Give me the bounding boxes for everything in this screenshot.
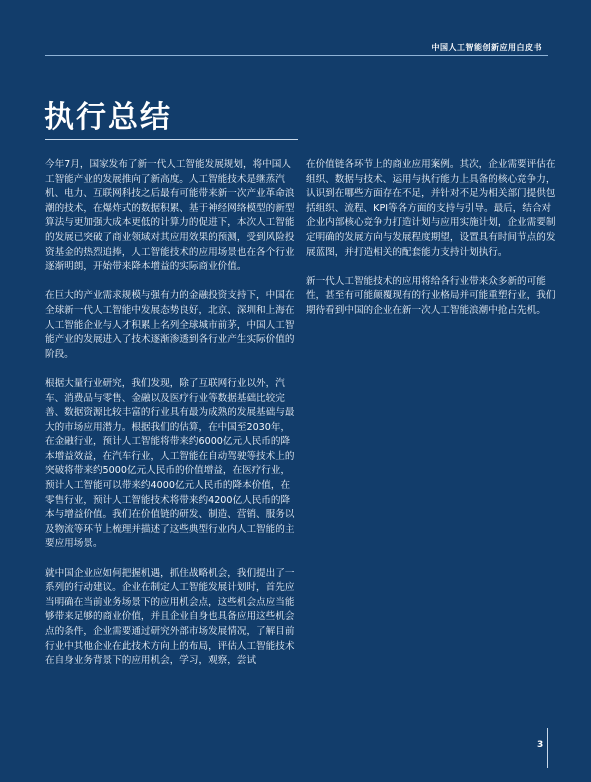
- page-title: 执行总结: [44, 100, 172, 135]
- paragraph: 在巨大的产业需求规模与强有力的金融投资支持下，中国在全球新一代人工智能中发展态势良好，北京、深圳和上海在人工智能企业与人才积累上名列全球城市前茅，中国人工智能产业的发展进入了技术逐渐渗透到各行业产生实际价值的阶段。: [45, 290, 295, 360]
- header-label: 中国人工智能创新应用白皮书: [431, 43, 542, 52]
- header-divider: [45, 55, 548, 56]
- paragraph: 在价值链各环节上的商业应用案例。其次，企业需要评估在组织、数据与技术、运用与执行能力上具备的核心竞争力，认识到在哪些方面存在不足，并针对不足为相关部门提供包括组织、流程、KPI等各方面的支持与引导。最后，结合对企业内部核心竞争力打造计划与应用实施计划，企业需要制定明确的发展方向与发展程度期望，设置具有时间节点的发展蓝图，并打造相关的配套能力支持计划执行。: [306, 159, 556, 258]
- paragraph: 就中国企业应如何把握机遇，抓住战略机会，我们提出了一系列的行动建议。企业在制定人工智能发展计划时，首先应当明确在当前业务场景下的应用机会点，这些机会点应当能够带来足够的商业价值，并且企业自身也具备应用这些机会点的条件，企业需要通过研究外部市场发展情况，了解目前行业中其他企业在此技术方向上的布局，评估人工智能技术在自身业务背景下的应用机会，学习，观察，尝试: [45, 567, 295, 667]
- paragraph: 新一代人工智能技术的应用将给各行业带来众多新的可能性，甚至有可能颠覆现有的行业格局并可能重塑行业，我们期待看到中国的企业在新一次人工智能浪潮中抢占先机。: [306, 275, 556, 316]
- page-number: 3: [537, 740, 544, 750]
- page-number-rule: [547, 728, 548, 768]
- paragraph: 今年7月，国家发布了新一代人工智能发展规划，将中国人工智能产业的发展推向了新高度。人工智能技术是继蒸汽机、电力、互联网科技之后最有可能带来新一次产业革命浪潮的技术，在爆炸式的数据积累、基于神经网络模型的新型算法与更加强大成本更低的计算力的促进下，本次人工智能的发展已突破了商业领域对其应用效果的预测，受到风险投资基金的热烈追捧，人工智能技术的应用场景也在各个行业逐渐明朗，开始带来降本增益的实际商业价值。: [45, 159, 295, 273]
- left-column: [45, 158, 297, 683]
- paragraph: 根据大量行业研究，我们发现，除了互联网行业以外，汽车、消费品与零售、金融以及医疗行业等数据基础比较完善、数据资源比较丰富的行业具有最为成熟的发展基础与最大的市场应用潜力。根据我们的估算，在中国至2030年，在金融行业，预计人工智能将带来约6000亿元人民币的降本增益效益，在汽车行业，人工智能在自动驾驶等技术上的突破将带来约5000亿元人民币的价值增益，在医疗行业，预计人工智能可以带来约4000亿元人民币的降本价值，在零售行业，预计人工智能技术将带来约4200亿人民币的降本与增益价值。我们在价值链的研发、制造、营销、服务以及物流等环节上梳理并描述了这些典型行业内人工智能的主要应用场景。: [45, 377, 295, 550]
- right-column: [306, 158, 558, 333]
- title-underline: [45, 139, 298, 140]
